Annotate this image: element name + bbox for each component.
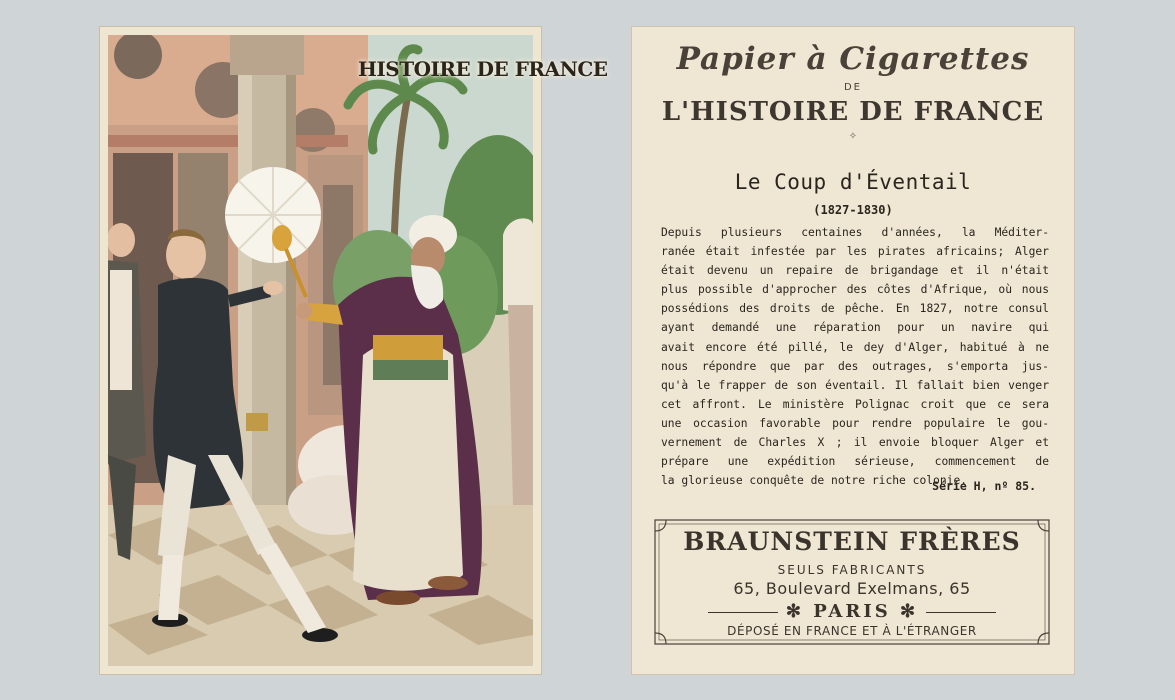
illustration-drawing <box>108 35 608 666</box>
header-line2: L'HISTOIRE DE FRANCE <box>661 97 1045 127</box>
maker-city: ✻ PARIS ✻ <box>785 601 919 622</box>
story-line: était devenu un repaire de brigandage et il n'était <box>661 264 1049 278</box>
maker-address: 65, Boulevard Exelmans, 65 <box>733 579 971 598</box>
story-line: ranée était infestée par les pirates africains; Alger <box>661 245 1049 259</box>
story-line: nous répondre que par des outrages, s'emporta jus- <box>661 359 1049 373</box>
story-line: cet affront. Le ministère Polignac croit que ce sera <box>661 397 1049 411</box>
maker-footer: DÉPOSÉ EN FRANCE ET À L'ÉTRANGER <box>727 624 977 638</box>
story-line: qu'à le frapper de son éventail. Il fallait bien venger <box>661 378 1049 392</box>
story-line: une occasion favorable pour rendre populaire le gou- <box>661 416 1049 430</box>
header-de: DE <box>843 82 863 93</box>
story-line: prépare une expédition sérieuse, commencement de <box>661 455 1049 469</box>
story-line: plus possible d'approcher des côtes d'Afrique, où nous <box>661 283 1049 297</box>
maker-box <box>652 517 1052 647</box>
story-line: Depuis plusieurs centaines d'années, la Méditer- <box>661 226 1049 239</box>
story-dates: (1827-1830) <box>813 203 893 217</box>
maker-city-line <box>652 601 1052 622</box>
story-title: Le Coup d'Éventail <box>734 170 972 194</box>
card-front <box>100 27 608 674</box>
maker-name: BRAUNSTEIN FRÈRES <box>683 527 1021 556</box>
story-text <box>661 223 1049 490</box>
serie-number: Série H, nº 85. <box>932 479 1036 493</box>
maker-subtitle: SEULS FABRICANTS <box>777 563 927 577</box>
story-line: possédions des droits de pêche. En 1827, notre consul <box>661 302 1049 316</box>
story-line: ayant demandé une réparation pour un navire qui <box>661 321 1049 335</box>
story-line: avait encore été pillé, le dey d'Alger, habitué à ne <box>661 340 1049 354</box>
story-line: la glorieuse conquête de notre riche colonie. <box>661 474 968 488</box>
front-title: HISTOIRE DE FRANCE <box>358 57 608 81</box>
illustration-dey-fan-scene <box>108 35 608 666</box>
header-line1: Papier à Cigarettes <box>676 41 1030 77</box>
header-ornament: ✧ <box>848 131 858 142</box>
card-back <box>632 27 1074 674</box>
story-line: vernement de Charles X ; il envoie bloquer Alger et <box>661 436 1049 450</box>
